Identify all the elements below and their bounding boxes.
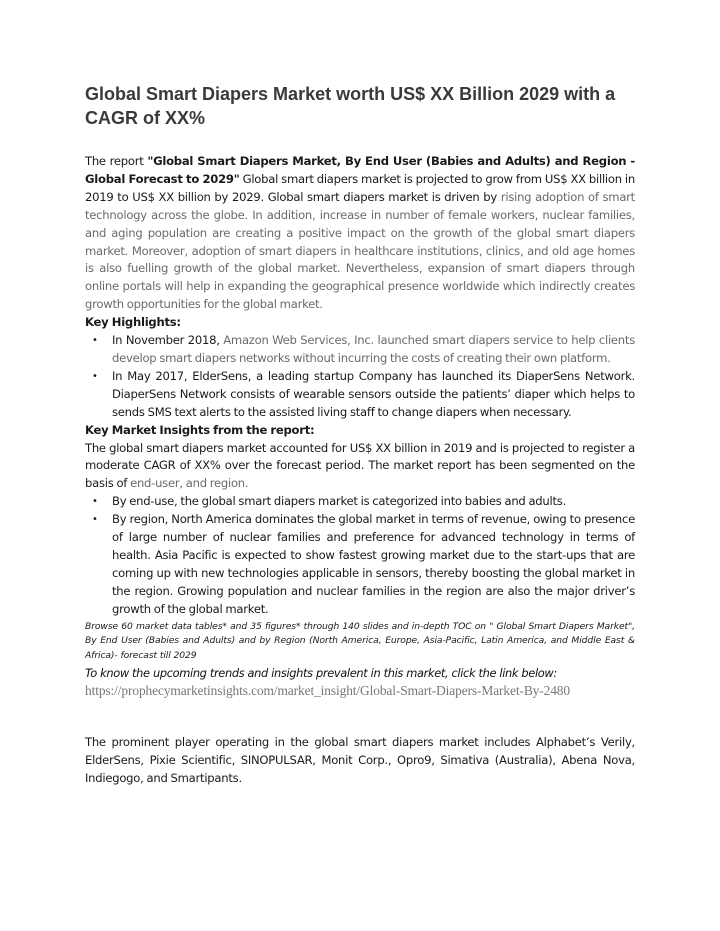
highlight-text-detail: Amazon Web Services, Inc. launched smart diapers service to help clients develop smart diapers networks without incurring the costs of creating their own platform. — [112, 333, 635, 365]
report-name: "Global Smart Diapers Market, By End User (Babies and Adults) and Region - Global Forecast to 2029" — [85, 154, 635, 186]
intro-text: Global smart diapers market is projected to grow from US$ XX billion in 2019 to US$ XX billion by 2029. Global smart diapers market is driven by — [85, 171, 635, 204]
list-item: • By region, North America dominates the global market in terms of revenue, owing to presence of large number of nuclear families and preference for advanced technology in terms of health. Asia Pacific is expected to show fastest growing market due to the start-ups that are coming up with new technologies applicable in sensors, thereby boosting the global market in the region. Growing population and nuclear families in the region are also the major driver’s growth of the global market. — [112, 511, 635, 618]
list-item: • By end-use, the global smart diapers market is categorized into babies and adults. — [112, 493, 635, 511]
document-page — [85, 82, 635, 788]
insights-heading-text: Key Market Insights from the report: — [85, 422, 315, 437]
list-item — [112, 368, 635, 422]
intro-paragraph — [85, 153, 635, 314]
list-item — [112, 332, 635, 368]
article-body — [85, 153, 635, 619]
insights-intro-text: The global smart diapers market accounted for US$ XX billion in 2019 and is projected to register a moderate CAGR of XX% over the forecast period. The market report has been segmented on the basis of — [85, 440, 635, 491]
page-title: Global Smart Diapers Market worth US$ XX Billion 2029 with a CAGR of XX% — [85, 84, 616, 128]
intro-drivers-text: rising adoption of smart technology across the globe. In addition, increase in number of female workers, nuclear families, and aging population are creating a positive impact on the growth of the global smart diapers market. Moreover, adoption of smart diapers in healthcare institutions, clinics, and old age homes is also fuelling growth of the global market. Nevertheless, expansion of smart diapers through online portals will help in expanding the geographical presence worldwide which indirectly creates growth opportunities for the global market. — [85, 189, 635, 312]
highlight-text: In May 2017, ElderSens, a leading startup Company has launched its DiaperSens Network. DiaperSens Network consists of wearable sensors outside the patients’ diaper which helps to sends SMS text alerts to the assisted living staff to change diapers when necessary. — [112, 368, 635, 419]
report-link[interactable]: https://prophecymarketinsights.com/market_insight/Global-Smart-Diapers-Market-By-2480 — [85, 682, 570, 698]
insights-heading — [85, 422, 635, 440]
insights-list — [85, 493, 635, 618]
closing-paragraph: The prominent player operating in the global smart diapers market includes Alphabet’s Verily, ElderSens, Pixie Scientific, SINOPULSAR, Monit Corp., Opro9, Simativa (Australia), Abena Nova, Indiegogo, and Smartipants. — [85, 734, 635, 785]
highlights-list — [85, 332, 635, 422]
intro-lead: The report — [85, 154, 148, 168]
browse-note: Browse 60 market data tables* and 35 figures* through 140 slides and in-depth TOC on " Global Smart Diapers Market", By End User (Babies and Adults) and by Region (North America, Europe, Asia-Pacific, Latin America, and Middle East & Africa)- forecast till 2029 — [85, 620, 635, 662]
cta-text: To know the upcoming trends and insights prevalent in this market, click the link below: — [85, 665, 557, 680]
highlight-text: In November 2018, — [112, 333, 224, 348]
highlights-heading — [85, 314, 635, 332]
insights-segments-text: end-user, and region. — [130, 476, 249, 491]
insights-intro — [85, 440, 635, 494]
highlights-heading-text: Key Highlights: — [85, 315, 181, 330]
